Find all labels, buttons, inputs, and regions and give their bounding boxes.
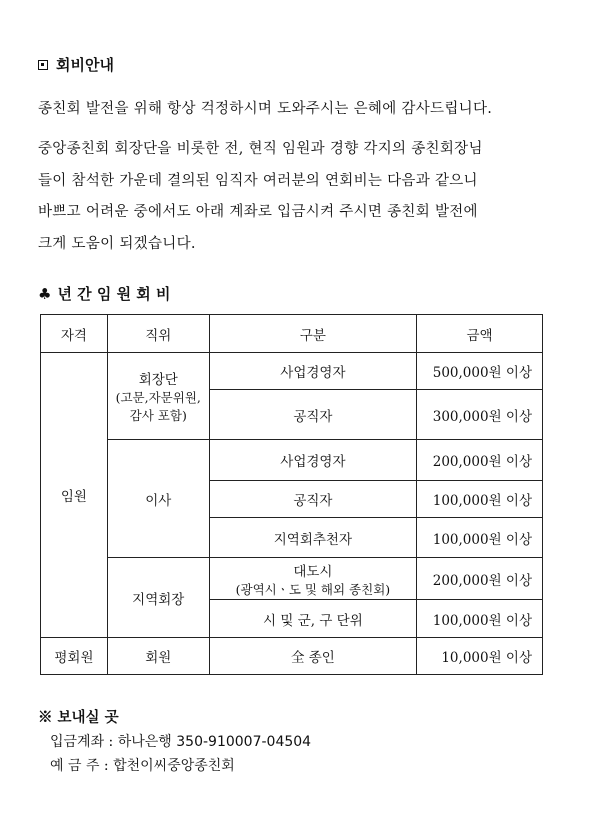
header-amount: 금액	[417, 315, 543, 353]
paragraph-line-2: 중앙종친회 회장단을 비롯한 전, 현직 임원과 경향 각지의 종친회장님	[38, 141, 483, 157]
holder-line	[50, 755, 235, 775]
paragraph-line-3: 들이 참석한 가운데 결의된 임직자 여러분의 연회비는 다음과 같으니	[38, 173, 478, 189]
account-label: 입금계좌 :	[50, 734, 118, 750]
amount-cell: 200,000원 이상	[417, 558, 543, 600]
header-category: 구분	[209, 315, 417, 353]
paragraph-line-5: 크게 도움이 되겠습니다.	[38, 236, 196, 252]
table-header-row	[41, 315, 543, 353]
amount-cell: 10,000원 이상	[417, 638, 543, 675]
fee-heading	[38, 283, 171, 304]
table-row	[41, 353, 543, 390]
club-suit-icon: ♣	[38, 284, 52, 303]
amount-cell: 100,000원 이상	[417, 518, 543, 558]
amount-cell: 100,000원 이상	[417, 600, 543, 638]
table-row	[41, 440, 543, 481]
header-position: 직위	[107, 315, 209, 353]
pos-chairman-note-1: (고문,자문위원,	[115, 390, 201, 405]
category-cell: 사업경영자	[209, 353, 417, 390]
fee-table	[40, 314, 543, 675]
pos-chairman: 회장단	[138, 372, 178, 388]
holder-label: 예 금 주 :	[50, 758, 114, 774]
amount-cell: 200,000원 이상	[417, 440, 543, 481]
send-title: ※ 보내실 곳	[38, 709, 119, 726]
holder-value: 합천이씨중앙종친회	[113, 758, 235, 774]
amount-cell: 300,000원 이상	[417, 390, 543, 440]
qual-member-cell: 평회원	[41, 638, 108, 675]
pos-director-cell: 이사	[107, 440, 209, 558]
section-heading	[38, 54, 114, 75]
amount-cell: 500,000원 이상	[417, 353, 543, 390]
qual-officer-cell: 임원	[41, 353, 108, 638]
category-cell: 시 및 군, 구 단위	[209, 600, 417, 638]
category-cell	[209, 558, 417, 600]
category-cell: 全 종인	[209, 638, 417, 675]
paragraph-line-1: 종친회 발전을 위해 항상 걱정하시며 도와주시는 은혜에 감사드립니다.	[38, 101, 493, 117]
amount-cell: 100,000원 이상	[417, 481, 543, 518]
account-line	[50, 731, 311, 751]
category-label: 대도시	[293, 563, 333, 580]
category-note: (광역시ㆍ도 및 해외 종친회)	[235, 581, 391, 597]
category-cell: 공직자	[209, 390, 417, 440]
section-title: 회비안내	[56, 56, 114, 74]
pos-member-cell: 회원	[107, 638, 209, 675]
table-row	[41, 638, 543, 675]
category-cell: 사업경영자	[209, 440, 417, 481]
pos-regional-cell: 지역회장	[107, 558, 209, 638]
pos-chairman-note-2: 감사 포함)	[129, 408, 187, 423]
account-value: 하나은행 350-910007-04504	[117, 734, 312, 750]
pos-chairman-cell	[107, 353, 209, 440]
paragraph-line-4: 바쁘고 어려운 중에서도 아래 계좌로 입금시켜 주시면 종친회 발전에	[38, 204, 478, 220]
category-cell: 지역회추천자	[209, 518, 417, 558]
fee-title: 년 간 임 원 회 비	[57, 285, 171, 303]
table-row	[41, 558, 543, 600]
square-bullet-icon	[38, 60, 48, 70]
category-cell: 공직자	[209, 481, 417, 518]
header-qualification: 자격	[41, 315, 108, 353]
